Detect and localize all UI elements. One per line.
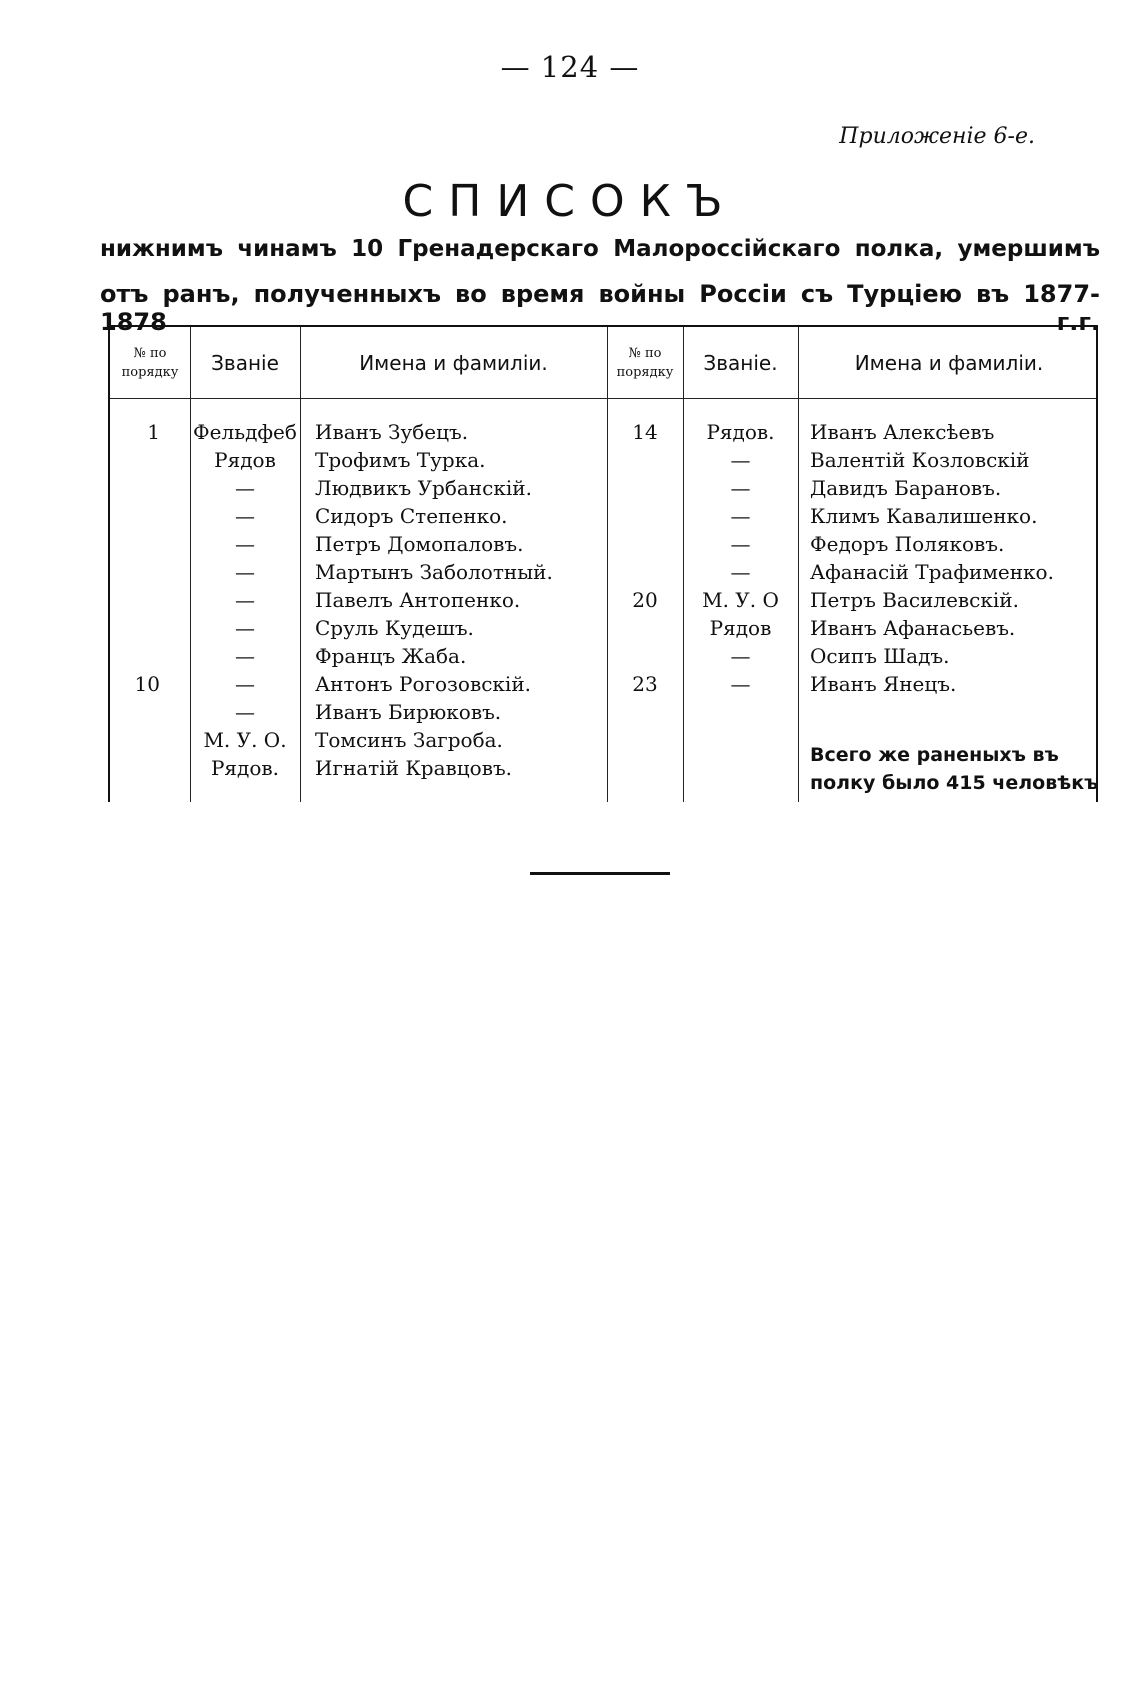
row-name: Трофимъ Турка.: [315, 448, 486, 472]
row-rank: —: [235, 560, 255, 584]
row-rank: М. У. О.: [203, 728, 287, 752]
row-number: [110, 726, 160, 754]
header-names: Имена и фамиліи.: [359, 350, 548, 375]
row-number: 20: [632, 588, 658, 612]
row-number: 23: [632, 672, 658, 696]
row-rank: —: [235, 588, 255, 612]
page-number: — 124 —: [500, 50, 640, 84]
row-name: Сидоръ Степенко.: [315, 504, 508, 528]
row-name: Федоръ Поляковъ.: [810, 532, 1005, 556]
row-rank: —: [235, 672, 255, 696]
row-number: [110, 698, 160, 726]
row-name: Валентій Козловскій: [810, 448, 1030, 472]
header-number-right-line2: порядку: [616, 364, 674, 380]
list-title: СПИСОКЪ: [402, 176, 738, 227]
row-rank: —: [730, 644, 751, 668]
row-number: [607, 530, 683, 558]
row-number: [110, 586, 160, 614]
row-name: Игнатій Кравцовъ.: [315, 756, 513, 780]
row-number: [110, 502, 160, 530]
row-name: Давидъ Барановъ.: [810, 476, 1002, 500]
header-rank: Званіе: [211, 350, 279, 375]
subtitle-line-1: нижнимъ чинамъ 10 Гренадерскаго Малороссійскаго полка, умершимъ: [100, 236, 1100, 262]
header-number-right: [607, 327, 683, 398]
casualty-table: [108, 325, 1098, 802]
row-rank: —: [730, 476, 751, 500]
row-name: Иванъ Янецъ.: [810, 672, 957, 696]
row-name: Климъ Кавалишенко.: [810, 504, 1038, 528]
appendix-label: Приложеніе 6-е.: [839, 124, 1035, 149]
row-number: [607, 642, 683, 670]
row-rank: Рядов.: [706, 420, 775, 444]
row-name: Иванъ Бирюковъ.: [315, 700, 502, 724]
header-number-line2: порядку: [121, 364, 179, 380]
row-rank: —: [235, 476, 255, 500]
row-name: Петръ Василевскій.: [810, 588, 1019, 612]
row-name: Людвикъ Урбанскій.: [315, 476, 532, 500]
row-number: [607, 502, 683, 530]
row-number: [110, 642, 160, 670]
row-rank: —: [235, 700, 255, 724]
end-rule: [530, 872, 670, 875]
row-name: Иванъ Афанасьевъ.: [810, 616, 1016, 640]
row-number: 10: [134, 672, 160, 696]
row-number: [110, 558, 160, 586]
row-rank: Рядов: [709, 616, 772, 640]
row-name: Францъ Жаба.: [315, 644, 467, 668]
row-name: Антонъ Рогозовскій.: [315, 672, 532, 696]
row-number: [110, 754, 160, 782]
total-line-2: полку было 415 человѣкъ: [810, 772, 1099, 794]
row-name: Мартынъ Заболотный.: [315, 560, 553, 584]
row-rank: —: [730, 532, 751, 556]
row-name: Иванъ Зубецъ.: [315, 420, 469, 444]
header-names-right: Имена и фамиліи.: [854, 350, 1044, 375]
row-name: Павелъ Антопенко.: [315, 588, 521, 612]
row-number: [607, 474, 683, 502]
row-rank: Рядов: [214, 448, 276, 472]
row-number: [607, 558, 683, 586]
row-rank: —: [730, 448, 751, 472]
header-number-line1: № по: [133, 345, 167, 361]
row-name: Сруль Кудешъ.: [315, 616, 474, 640]
header-number: [110, 327, 190, 398]
row-rank: Рядов.: [210, 756, 280, 780]
row-rank: —: [235, 504, 255, 528]
row-number: [110, 614, 160, 642]
header-number-right-line1: № по: [628, 345, 662, 361]
row-rank: —: [730, 560, 751, 584]
subtitle-line-2: отъ ранъ, полученныхъ во время войны Россіи съ Турціею въ 1877-1878 г.г.: [100, 280, 1100, 336]
row-number: [607, 446, 683, 474]
row-rank: —: [235, 644, 255, 668]
header-rank-right: Званіе.: [703, 350, 778, 375]
row-rank: Фельдфеб: [193, 420, 297, 444]
total-line-1: Всего же раненыхъ въ: [810, 744, 1059, 766]
row-number: [110, 530, 160, 558]
row-number: [110, 446, 160, 474]
row-number: 14: [632, 420, 658, 444]
row-name: Петръ Домопаловъ.: [315, 532, 524, 556]
row-number: 1: [147, 420, 160, 444]
header-divider: [110, 398, 1096, 399]
row-rank: —: [235, 532, 255, 556]
row-number: [607, 614, 683, 642]
row-name: Афанасій Трафименко.: [810, 560, 1054, 584]
row-rank: М. У. О: [702, 588, 779, 612]
row-name: Томсинъ Загроба.: [315, 728, 503, 752]
row-name: Иванъ Алексѣевъ: [810, 420, 995, 444]
row-rank: —: [235, 616, 255, 640]
row-name: Осипъ Шадъ.: [810, 644, 950, 668]
row-number: [110, 474, 160, 502]
row-rank: —: [730, 672, 751, 696]
row-rank: —: [730, 504, 751, 528]
